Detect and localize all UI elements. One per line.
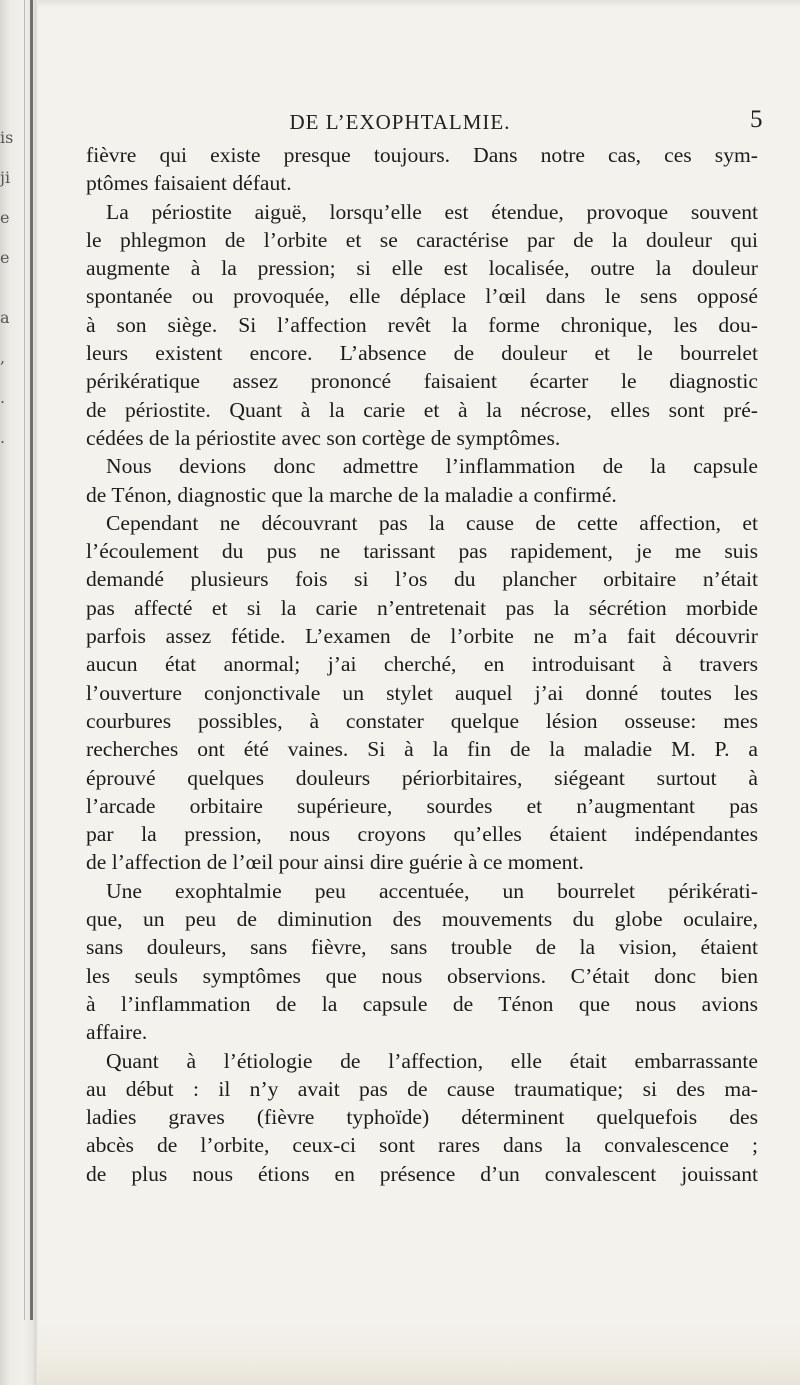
text-line: augmente à la pression; si elle est localisée, outre la douleur <box>86 256 758 281</box>
bleed-char: . <box>0 428 6 447</box>
text-line: le phlegmon de l’orbite et se caractérise par de la douleur qui <box>86 227 758 252</box>
text-line: abcès de l’orbite, ceux-ci sont rares dans la convalescence ; <box>86 1133 758 1158</box>
text-line: aucun état anormal; j’ai cherché, en introduisant à travers <box>86 652 758 677</box>
text-line: ptômes faisaient défaut. <box>86 171 292 196</box>
text-line: à l’inflammation de la capsule de Ténon que nous avions <box>86 991 758 1016</box>
text-line: recherches ont été vaines. Si à la fin de la maladie M. P. a <box>86 737 758 762</box>
text-line: périkératique assez prononcé faisaient écarter le diagnostic <box>86 369 758 394</box>
text-line: cédées de la périostite avec son cortège de symptômes. <box>86 425 561 450</box>
text-line: l’arcade orbitaire supérieure, sourdes et n’augmentant pas <box>86 793 758 818</box>
bleed-char: is <box>0 128 14 147</box>
page-top-edge <box>38 0 800 8</box>
text-line: de périostite. Quant à la carie et à la nécrose, elles sont pré- <box>86 397 758 422</box>
text-line: par la pression, nous croyons qu’elles étaient indépendantes <box>86 822 758 847</box>
text-line: les seuls symptômes que nous observions. C’était donc bien <box>86 963 758 988</box>
text-line: de l’affection de l’œil pour ainsi dire guérie à ce moment. <box>86 850 584 875</box>
text-line: l’écoulement du pus ne tarissant pas rapidement, je me suis <box>86 539 758 564</box>
text-line: l’ouverture conjonctivale un stylet auquel j’ai donné toutes les <box>86 680 758 705</box>
page-number: 5 <box>750 106 763 133</box>
bleed-char: e <box>0 248 10 267</box>
bleed-char: , <box>0 348 6 367</box>
text-line: Quant à l’étiologie de l’affection, elle était embarrassante <box>106 1048 758 1073</box>
body-text <box>86 141 758 1188</box>
binding-edge-line <box>30 0 33 1320</box>
text-line: demandé plusieurs fois si l’os du plancher orbitaire n’était <box>86 567 758 592</box>
text-line: Nous devions donc admettre l’inflammation de la capsule <box>106 454 758 479</box>
text-line: à son siège. Si l’affection revêt la forme chronique, les dou- <box>86 312 758 337</box>
text-line: Cependant ne découvrant pas la cause de cette affection, et <box>106 510 758 535</box>
text-line: courbures possibles, à constater quelque lésion osseuse: mes <box>86 708 758 733</box>
running-title: DE L’EXOPHTALMIE. <box>289 110 511 134</box>
binding-shadow-line <box>24 0 25 1320</box>
text-line: de Ténon, diagnostic que la marche de la maladie a confirmé. <box>86 482 617 507</box>
bleed-char: e <box>0 208 10 227</box>
text-line: fièvre qui existe presque toujours. Dans notre cas, ces sym- <box>86 143 758 167</box>
text-line: au début : il n’y avait pas de cause traumatique; si des ma- <box>86 1076 758 1101</box>
text-line: La périostite aiguë, lorsqu’elle est étendue, provoque souvent <box>106 199 758 224</box>
text-line: éprouvé quelques douleurs périorbitaires, siégeant surtout à <box>86 765 758 790</box>
previous-page-bleed <box>0 0 14 700</box>
text-line: ladies graves (fièvre typhoïde) déterminent quelquefois des <box>86 1105 758 1130</box>
text-line: parfois assez fétide. L’examen de l’orbite ne m’a fait découvrir <box>86 624 758 649</box>
page-bottom-edge <box>38 1320 800 1385</box>
bleed-char: . <box>0 388 6 407</box>
text-line: leurs existent encore. L’absence de douleur et le bourrelet <box>86 341 758 366</box>
text-line: sans douleurs, sans fièvre, sans trouble de la vision, étaient <box>86 935 758 960</box>
text-line: Une exophtalmie peu accentuée, un bourrelet périkérati- <box>106 878 758 903</box>
text-line: pas affecté et si la carie n’entretenait pas la sécrétion morbide <box>86 595 758 620</box>
text-line: spontanée ou provoquée, elle déplace l’œil dans le sens opposé <box>86 284 758 309</box>
bleed-char: ji <box>0 168 11 187</box>
text-line: que, un peu de diminution des mouvements du globe oculaire, <box>86 907 758 932</box>
text-line: de plus nous étions en présence d’un convalescent jouissant <box>86 1161 758 1186</box>
text-line: affaire. <box>86 1020 148 1045</box>
bleed-char: a <box>0 308 10 327</box>
